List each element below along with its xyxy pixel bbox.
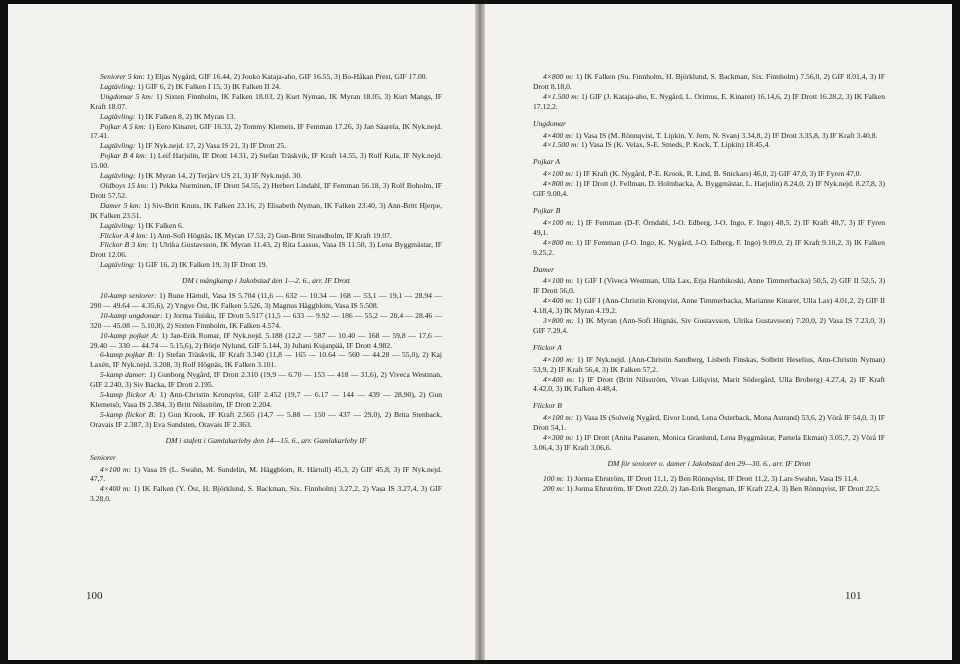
event-results: 1) Jorma Tuisku, IF Drott 5.517 (11,5 — 633 — 9.92 — 186 — 55,2 — 20,4 — 28.46 — 320 — 45.08 — 5.10,8), 2) Sixten Finnholm, IK Falken 4.574. (90, 310, 443, 330)
subsection-title: Flickor B (533, 401, 562, 411)
event-lead: 4×100 m: (543, 413, 574, 423)
event-results: 1) Jorma Ehrström, IF Drott 11,1, 2) Ben Rönnqvist, IF Drott 11,2, 3) Lars Swahn, Vasa IS 11,4. (564, 473, 859, 483)
result-line (533, 72, 885, 92)
result-line (533, 131, 885, 141)
event-lead: 4×300 m: (543, 433, 574, 443)
result-line (533, 296, 885, 316)
result-line (533, 484, 885, 494)
event-lead: 4×800 m: (543, 179, 574, 189)
subsection-title: Pojkar A (533, 157, 561, 167)
result-line (90, 201, 442, 221)
event-lead: 4×1.500 m: (543, 91, 580, 101)
event-lead: Flickor A 4 km: (100, 230, 148, 240)
event-lead: 100 m: (543, 473, 565, 483)
event-results: 1) IK Falken 6. (135, 220, 184, 230)
event-lead: Lagtävling: (100, 171, 136, 181)
result-line (90, 484, 442, 504)
event-lead: 4×100 m: (543, 217, 575, 227)
event-results: 1) IF Femman (D-F. Örndahl, J-O. Edberg, J-O. Ingo, F. Ingo) 48,5, 2) IF Kraft 48,7, 3) IF Fyren 49,1. (533, 217, 885, 237)
result-line (90, 240, 442, 260)
event-lead: Lagtävling: (100, 111, 136, 121)
event-lead: 5-kamp flickor A: (100, 390, 157, 400)
event-results: 1) Vasa IS (K. Velax, S-E. Smeds, P. Kock, T. Lipkin) 18.45,4. (578, 140, 771, 150)
event-results: 1) IF Drott (Anita Pasanen, Monica Granlund, Lena Byggmästar, Pamela Ekman) 3.05,7, 2) Vörå IF 3.06,4, 3) IF Kraft 3.06,6. (533, 433, 885, 452)
event-results: 1) GIF I (Viveca Westman, Ulla Lax, Erja Hanhikoski, Anne Timmerbacka) 50,5, 2) GIF II 52,5, 3) IF Drott 56,0. (533, 276, 885, 296)
result-line (90, 92, 442, 112)
event-results: 1) IF Nyk.nejd. (Ann-Christin Sandberg, Lisbeth Finskas, Solbritt Heselius, Ann-Christin Nyman) 53,9, 2) IF Kraft 56,4, 3) IK Falken 57,2. (533, 354, 885, 374)
subsection-title: Seniorer (90, 452, 116, 462)
event-lead: 3×800 m: (543, 316, 575, 326)
event-lead: 4×100 m: (543, 169, 574, 179)
event-lead: Pojkar A 5 km: (100, 121, 147, 131)
event-results: 1) Pekka Nurminen, IF Drott 54.55, 2) Herbert Lindahl, IF Femman 56.18, 3) Rolf Boholm, IF Drott 57.52. (90, 180, 442, 200)
left-page (8, 4, 475, 660)
event-results: 1) IK Myran (Ann-Sofi Högnäs, Siv Gustavsson, Ulrika Gustavsson) 7.20,0, 2) Vasa IS 7.23,0, 3) GIF 7.29,4. (533, 316, 885, 335)
event-lead: 4×1.500 m: (543, 140, 579, 150)
event-results: 1) Vasa IS (Solveig Nygård, Eivor Lund, Lena Österback, Mona Astrand) 53,6, 2) Vörå IF 54,0, 3) IF Drott 54,1. (533, 413, 885, 433)
event-results: 1) Stefan Träskvik, IF Kraft 3.340 (11,8 — 165 — 10.64 — 560 — 44.28 — 55,0), 2) Kaj Laxén, IF Nyk.nejd. 3.208, 3) Rolf Högnäs, IK Falken 3.101. (90, 350, 442, 370)
event-results: 1) IF Femman (J-O. Ingo, K. Nygård, J-O. Edberg, F. Ingo) 9.09,0, 2) IF Kraft 9.10,2, 3) IK Falken 9.25,2. (533, 237, 885, 257)
event-lead: 4×800 m: (543, 237, 574, 247)
result-line (90, 311, 442, 331)
result-line (533, 375, 885, 395)
result-line (90, 181, 442, 201)
result-line (533, 316, 885, 336)
event-results: 1) Vasa IS (M. Rönnqvist, T. Lipkin, Y. Jern, N. Svan) 3.34,8, 2) IF Drott 3.35,8, 3) IF Kraft 3.40,8. (573, 130, 878, 140)
event-results: 1) Ann-Christin Kronqvist, GIF 2.452 (19,7 — 6.17 — 144 — 439 — 28,90), 2) Gun Klemetsö, Vasa IS 2.384, 3) Britt Nilsström, IF Drott 2.204. (90, 390, 442, 409)
event-results: 1) IF Nyk.nejd. 17, 2) Vasa IS 21, 3) IF Drott 25. (135, 141, 287, 151)
event-lead: 4×100 m: (100, 464, 132, 474)
result-line (533, 355, 885, 375)
event-results: 1) IF Drott (J. Fellman, D. Holmbacka, A. Byggmästar, L. Harjulin) 8.24,0, 2) IF Nyk.nejd. 8.27,8, 3) GIF 9.00,4. (533, 179, 885, 199)
event-results: 1) IF Kraft (K. Nygård, P-E. Krook, R. Lind, B. Snickars) 46,0, 2) GIF 47,0, 3) IF Fyren 47,0. (573, 169, 862, 179)
event-results: 1) GIF (J. Kataja-aho, E. Nygård, L. Orimus, E. Kinaret) 16.14,6, 2) IF Drott 16.28,2, 3) IK Falken 17.12,2. (533, 91, 885, 111)
result-line (90, 465, 442, 485)
event-lead: 4×400 m: (100, 484, 131, 494)
result-line (90, 260, 442, 270)
event-lead: Damer 5 km: (100, 200, 142, 210)
event-results: 1) GIF 16, 2) IK Falken 19, 3) IF Drott 19. (135, 260, 268, 270)
result-line (90, 331, 442, 351)
result-line (90, 370, 442, 390)
event-lead: 4×400 m: (543, 130, 574, 140)
result-line (90, 410, 442, 430)
result-line (90, 141, 442, 151)
result-line (90, 72, 442, 82)
event-lead: Pojkar B 4 km: (100, 151, 148, 161)
event-lead: Seniorer 5 km: (100, 72, 145, 81)
event-lead: Lagtävling: (100, 141, 136, 151)
subsection-title: Ungdomar (533, 118, 566, 128)
subsection-title: Pojkar B (533, 205, 561, 215)
subsection-title: Damer (533, 264, 555, 274)
event-results: 1) GIF 6, 2) IK Falken I 15, 3) IK Falken II 24. (135, 81, 281, 91)
event-lead: 4×400 m: (543, 296, 574, 306)
event-results: 1) Jorma Ehrström, IF Drott 22,0, 2) Jan-Erik Bergman, IF Kraft 22,4, 3) Ben Rönnqvist, IF Drott 22,5. (564, 483, 881, 493)
result-line (90, 350, 442, 370)
event-lead: 10-kamp seniorer: (100, 291, 157, 301)
result-line (533, 276, 885, 296)
right-page (485, 4, 952, 660)
result-line (90, 112, 442, 122)
right-page-number: 101 (845, 590, 862, 602)
section-heading: DM i stafett i Gamlakarleby den 14—15. 6., arr. Gamlakarleby IF (165, 435, 367, 445)
event-results: 1) Ulrika Gustavsson, IK Myran 11.43, 2) Rita Lassus, Vasa IS 11.50, 3) Lena Byggmästar, IF Drott 12.06. (90, 240, 442, 260)
right-column (533, 72, 885, 494)
result-line (90, 291, 442, 311)
result-line (90, 171, 442, 181)
event-results: 1) Rune Härtull, Vasa IS 5.704 (11,6 — 632 — 10.34 — 168 — 53,1 — 19,1 — 28.94 — 290 — 49.64 — 4.35,6), 2) Yngve Öst, IK Falken 5.526, 3) Magnus Häggblom, Vasa IS 5.508. (90, 291, 443, 310)
event-results: 1) Eljas Nygård, GIF 16.44, 2) Jouko Kataja-aho, GIF 16.55, 3) Bo-Håkan Prest, GIF 17.00. (144, 72, 428, 81)
event-lead: 10-kamp ungdomar: (100, 310, 163, 320)
result-line (90, 151, 442, 171)
event-lead: 4×100 m: (543, 354, 575, 364)
result-line (533, 218, 885, 238)
event-lead: 5-kamp flickor B: (100, 409, 156, 419)
subsection-title: Flickor A (533, 342, 562, 352)
event-lead: Flickor B 3 km: (100, 240, 149, 250)
result-line (90, 82, 442, 92)
event-lead: Ungdomar 5 km: (100, 91, 154, 101)
event-results: 1) Gun Krook, IF Kraft 2.565 (14,7 — 5.88 — 150 — 437 — 29,0), 2) Brita Stenback, Oravais IF 2.387, 3) Eva Sundsten, Oravais IF 2.363. (90, 409, 442, 429)
event-results: 1) IK Falken 8, 2) IK Myran 13. (135, 111, 236, 121)
event-results: 1) IK Falken (Y. Öst, H. Björklund, S. Backman, Six. Finnholm) 3.27,2, 2) Vasa IS 3.27,4, 3) GIF 3.28,0. (90, 484, 442, 504)
event-results: 1) GIF I (Ann-Christin Kronqvist, Anne Timmerbacka, Marianne Kinaret, Ulla Lax) 4.01,2, 2) GIF II 4.18,4, 3) IK Myran 4.19,2. (533, 296, 886, 316)
event-lead: 4×100 m: (543, 276, 574, 286)
event-lead: Lagtävling: (100, 81, 136, 91)
left-page-number: 100 (86, 590, 103, 602)
result-line (90, 221, 442, 231)
event-lead: 5-kamp damer: (100, 370, 147, 380)
result-line (533, 413, 885, 433)
event-lead: 6-kamp pojkar B: (100, 350, 155, 360)
result-line (533, 169, 885, 179)
event-results: 1) IK Falken (Su. Finnholm, H. Björklund, S. Backman, Six. Finnholm) 7.56,0, 2) GIF 8.01,4, 3) IF Drott 8.18,0. (533, 72, 885, 91)
event-results: 1) Siv-Britt Knuts, IK Falken 23.16, 2) Elisabeth Nyman, IK Falken 23.40, 3) Ann-Britt Hjerpe, IK Falken 23.51. (90, 200, 442, 220)
event-lead: 4×400 m: (543, 374, 575, 384)
event-lead: 10-kamp pojkar A: (100, 330, 159, 340)
result-line (533, 92, 885, 112)
event-results: 1) Jan-Erik Romar, IF Nyk.nejd. 5.188 (12,2 — 587 — 10.40 — 168 — 59,8 — 17,6 — 29.40 — 330 — 44.74 — 5.15,6), 2) Börje Nylund, GIF 5.144, 3) Juhani Kujanpää, IF Drott 4.982. (90, 330, 442, 350)
result-line (90, 390, 442, 410)
event-lead: 4×800 m: (543, 72, 574, 81)
event-results: 1) Vasa IS (L. Swahn, M. Sundelin, M. Häggblom, R. Härtull) 45,3, 2) GIF 45,8, 3) IF Nyk.nejd. 47,7. (90, 464, 442, 484)
event-results: 1) Leif Harjulin, IF Drott 14.31, 2) Stefan Träskvik, IF Kraft 14.55, 3) Rolf Kula, IF Nyk.nejd. 15.00. (90, 151, 443, 171)
section-heading: DM i mångkamp i Jakobstad den 1—2. 6., arr. IF Drott (181, 276, 351, 286)
event-lead: 200 m: (543, 483, 565, 493)
event-results: 1) Eero Kinaret, GIF 16.33, 2) Tommy Klemets, IF Femman 17.26, 3) Jan Saarela, IK Nyk.nejd. 17.41. (90, 121, 442, 141)
event-lead: Lagtävling: (100, 220, 136, 230)
event-lead: Lagtävling: (100, 260, 136, 270)
result-line (533, 238, 885, 258)
result-line (90, 231, 442, 241)
event-results: 1) Gunborg Nygård, IF Drott 2.310 (19,9 — 6.70 — 153 — 418 — 31,6), 2) Viveca Westman, GIF 2.240, 3) Siv Backa, IF Drott 2.195. (90, 370, 442, 390)
book-gutter (475, 4, 485, 660)
event-lead: Oldboys 15 km: (100, 180, 149, 190)
section-heading: DM för seniorer o. damer i Jakobstad den 29—30. 6., arr. IF Drott (607, 458, 811, 468)
result-line (533, 433, 885, 453)
result-line (90, 122, 442, 142)
event-results: 1) Ann-Sofi Högnäs, IK Myran 17.53, 2) Gun-Britt Strandholm, IF Kraft 19.07. (147, 230, 392, 240)
event-results: 1) Sixten Finnholm, IK Falken 18.03, 2) Kurt Nyman, IK Myran 18.05, 3) Kurt Mangs, IF Kraft 18.07. (90, 91, 443, 111)
result-line (533, 179, 885, 199)
left-column (90, 72, 442, 504)
result-line (533, 140, 885, 150)
result-line (533, 474, 885, 484)
event-results: 1) IF Drott (Britt Nilsström, Vivan Lillqvist, Marit Södergård, Ulla Broberg) 4.27,4, 2) IF Kraft 4.42,0, 3) IK Falken 4.48,4. (533, 374, 885, 394)
event-results: 1) IK Myran 14, 2) Terjärv US 21, 3) IF Nyk.nejd. 30. (135, 171, 303, 181)
